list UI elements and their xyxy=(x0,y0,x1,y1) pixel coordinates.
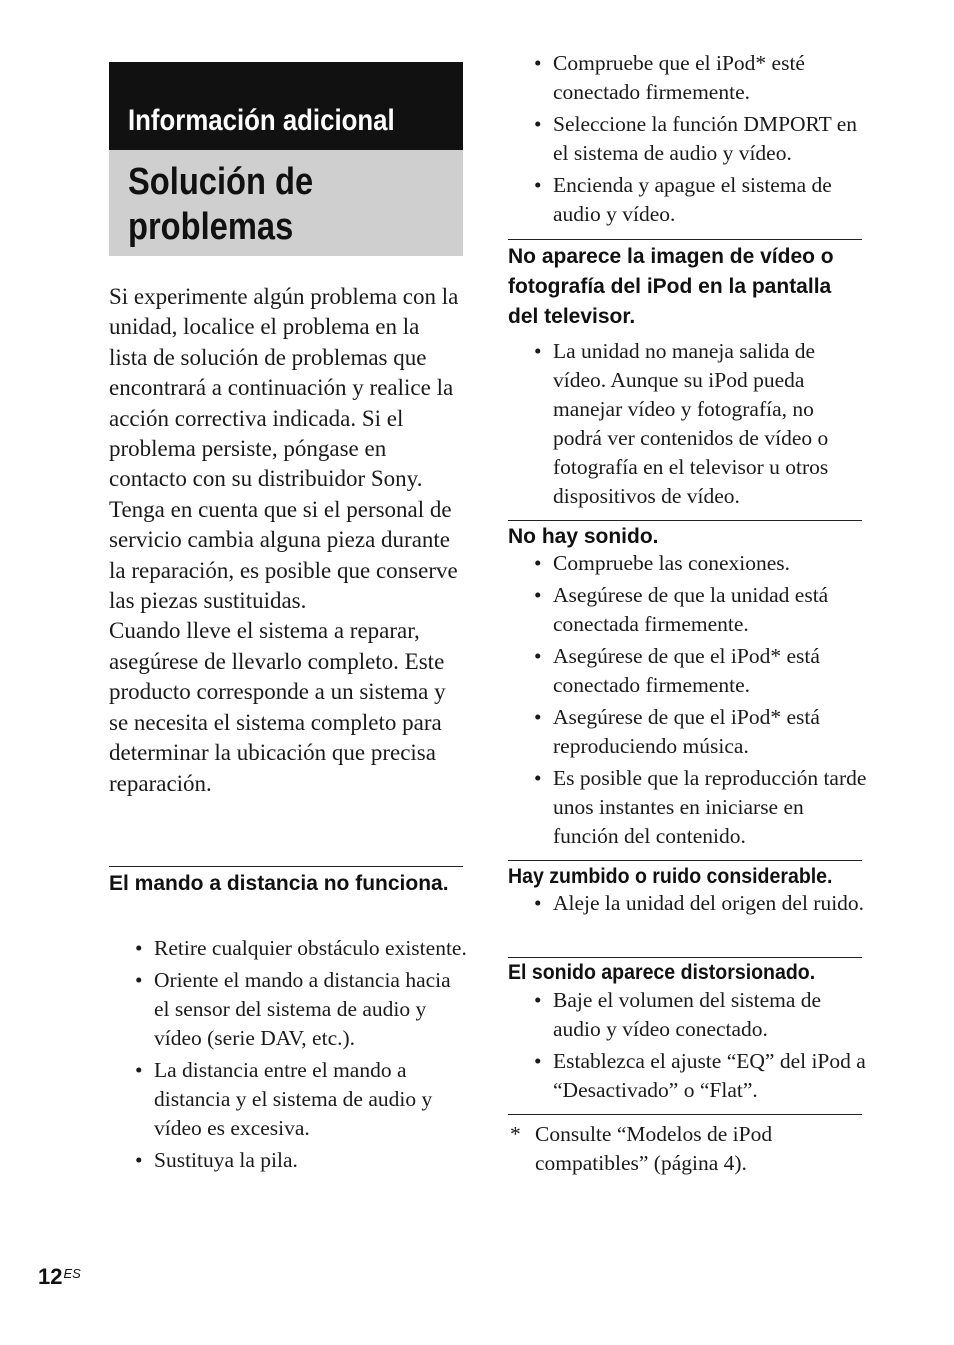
list-item: • Oriente el mando a distancia hacia el sensor del sistema de audio y vídeo (serie DAV, etc.). xyxy=(109,966,469,1053)
list-item: • Encienda y apague el sistema de audio y vídeo. xyxy=(508,171,868,229)
section-divider xyxy=(508,520,862,521)
list-item: • Aleje la unidad del origen del ruido. xyxy=(508,889,868,918)
footnote-divider xyxy=(508,1114,862,1115)
list-item: • Asegúrese de que el iPod* está reproduciendo música. xyxy=(508,703,868,761)
section-divider xyxy=(109,866,463,867)
list-item: • Compruebe las conexiones. xyxy=(508,549,868,578)
section-divider xyxy=(508,239,862,240)
list-item: • Asegúrese de que la unidad está conectada firmemente. xyxy=(508,581,868,639)
footnote-text: Consulte “Modelos de iPod compatibles” (página 4). xyxy=(535,1122,773,1175)
list-item: • La distancia entre el mando a distancia y el sistema de audio y vídeo es excesiva. xyxy=(109,1056,469,1143)
section-title-remote: El mando a distancia no funciona. xyxy=(109,872,449,895)
no-sound-list xyxy=(508,549,868,854)
title-banner xyxy=(109,150,463,256)
distorted-list xyxy=(508,986,868,1108)
section-banner xyxy=(109,62,463,150)
section-label: Información adicional xyxy=(128,104,395,137)
page-number xyxy=(38,1264,81,1290)
section-divider xyxy=(508,860,862,861)
intro-paragraph: Cuando lleve el sistema a reparar, asegúrese de llevarlo completo. Este producto corresponde a un sistema y se necesita el sistema completo para determinar la ubicación que precisa reparación. xyxy=(109,618,446,796)
list-item: • Compruebe que el iPod* esté conectado firmemente. xyxy=(508,49,868,107)
page-number-value: 12 xyxy=(38,1264,63,1289)
list-item: • Sustituya la pila. xyxy=(109,1146,469,1175)
list-item: • Baje el volumen del sistema de audio y vídeo conectado. xyxy=(508,986,868,1044)
section-title-no-video: No aparece la imagen de vídeo o fotografía del iPod en la pantalla del televisor. xyxy=(508,245,834,328)
section-title-hum: Hay zumbido o ruido considerable. xyxy=(508,865,833,888)
page-lang-code: ES xyxy=(63,1266,81,1281)
hum-list xyxy=(508,889,868,921)
section-title-distorted: El sonido aparece distorsionado. xyxy=(508,961,816,984)
section-title-no-sound: No hay sonido. xyxy=(508,525,659,548)
page-title: Solución de problemas xyxy=(128,161,314,248)
intro-paragraph: Tenga en cuenta que si el personal de servicio cambia alguna pieza durante la reparación, es posible que conserve las piezas sustituidas. xyxy=(109,496,458,614)
continued-list xyxy=(508,49,868,232)
intro-paragraph: Si experimente algún problema con la unidad, localice el problema en la lista de solución de problemas que encontrará a continuación y realice la acción correctiva indicada. Si el problema persiste, póngase en contacto con su distribuidor Sony. xyxy=(109,284,459,492)
intro-text xyxy=(109,282,463,799)
list-item: • Retire cualquier obstáculo existente. xyxy=(109,934,469,963)
list-item: • Establezca el ajuste “EQ” del iPod a “Desactivado” o “Flat”. xyxy=(508,1047,868,1105)
footnote xyxy=(508,1120,862,1178)
no-video-list xyxy=(508,337,868,514)
list-item: • Asegúrese de que el iPod* está conectado firmemente. xyxy=(508,642,868,700)
list-item: • Seleccione la función DMPORT en el sistema de audio y vídeo. xyxy=(508,110,868,168)
list-item: • La unidad no maneja salida de vídeo. Aunque su iPod pueda manejar vídeo y fotografía, no podrá ver contenidos de vídeo o fotografía en el televisor u otros dispositivos de vídeo. xyxy=(508,337,868,511)
remote-list xyxy=(109,934,469,1178)
list-item: • Es posible que la reproducción tarde unos instantes en iniciarse en función del contenido. xyxy=(508,764,868,851)
footnote-marker: * xyxy=(510,1122,521,1146)
